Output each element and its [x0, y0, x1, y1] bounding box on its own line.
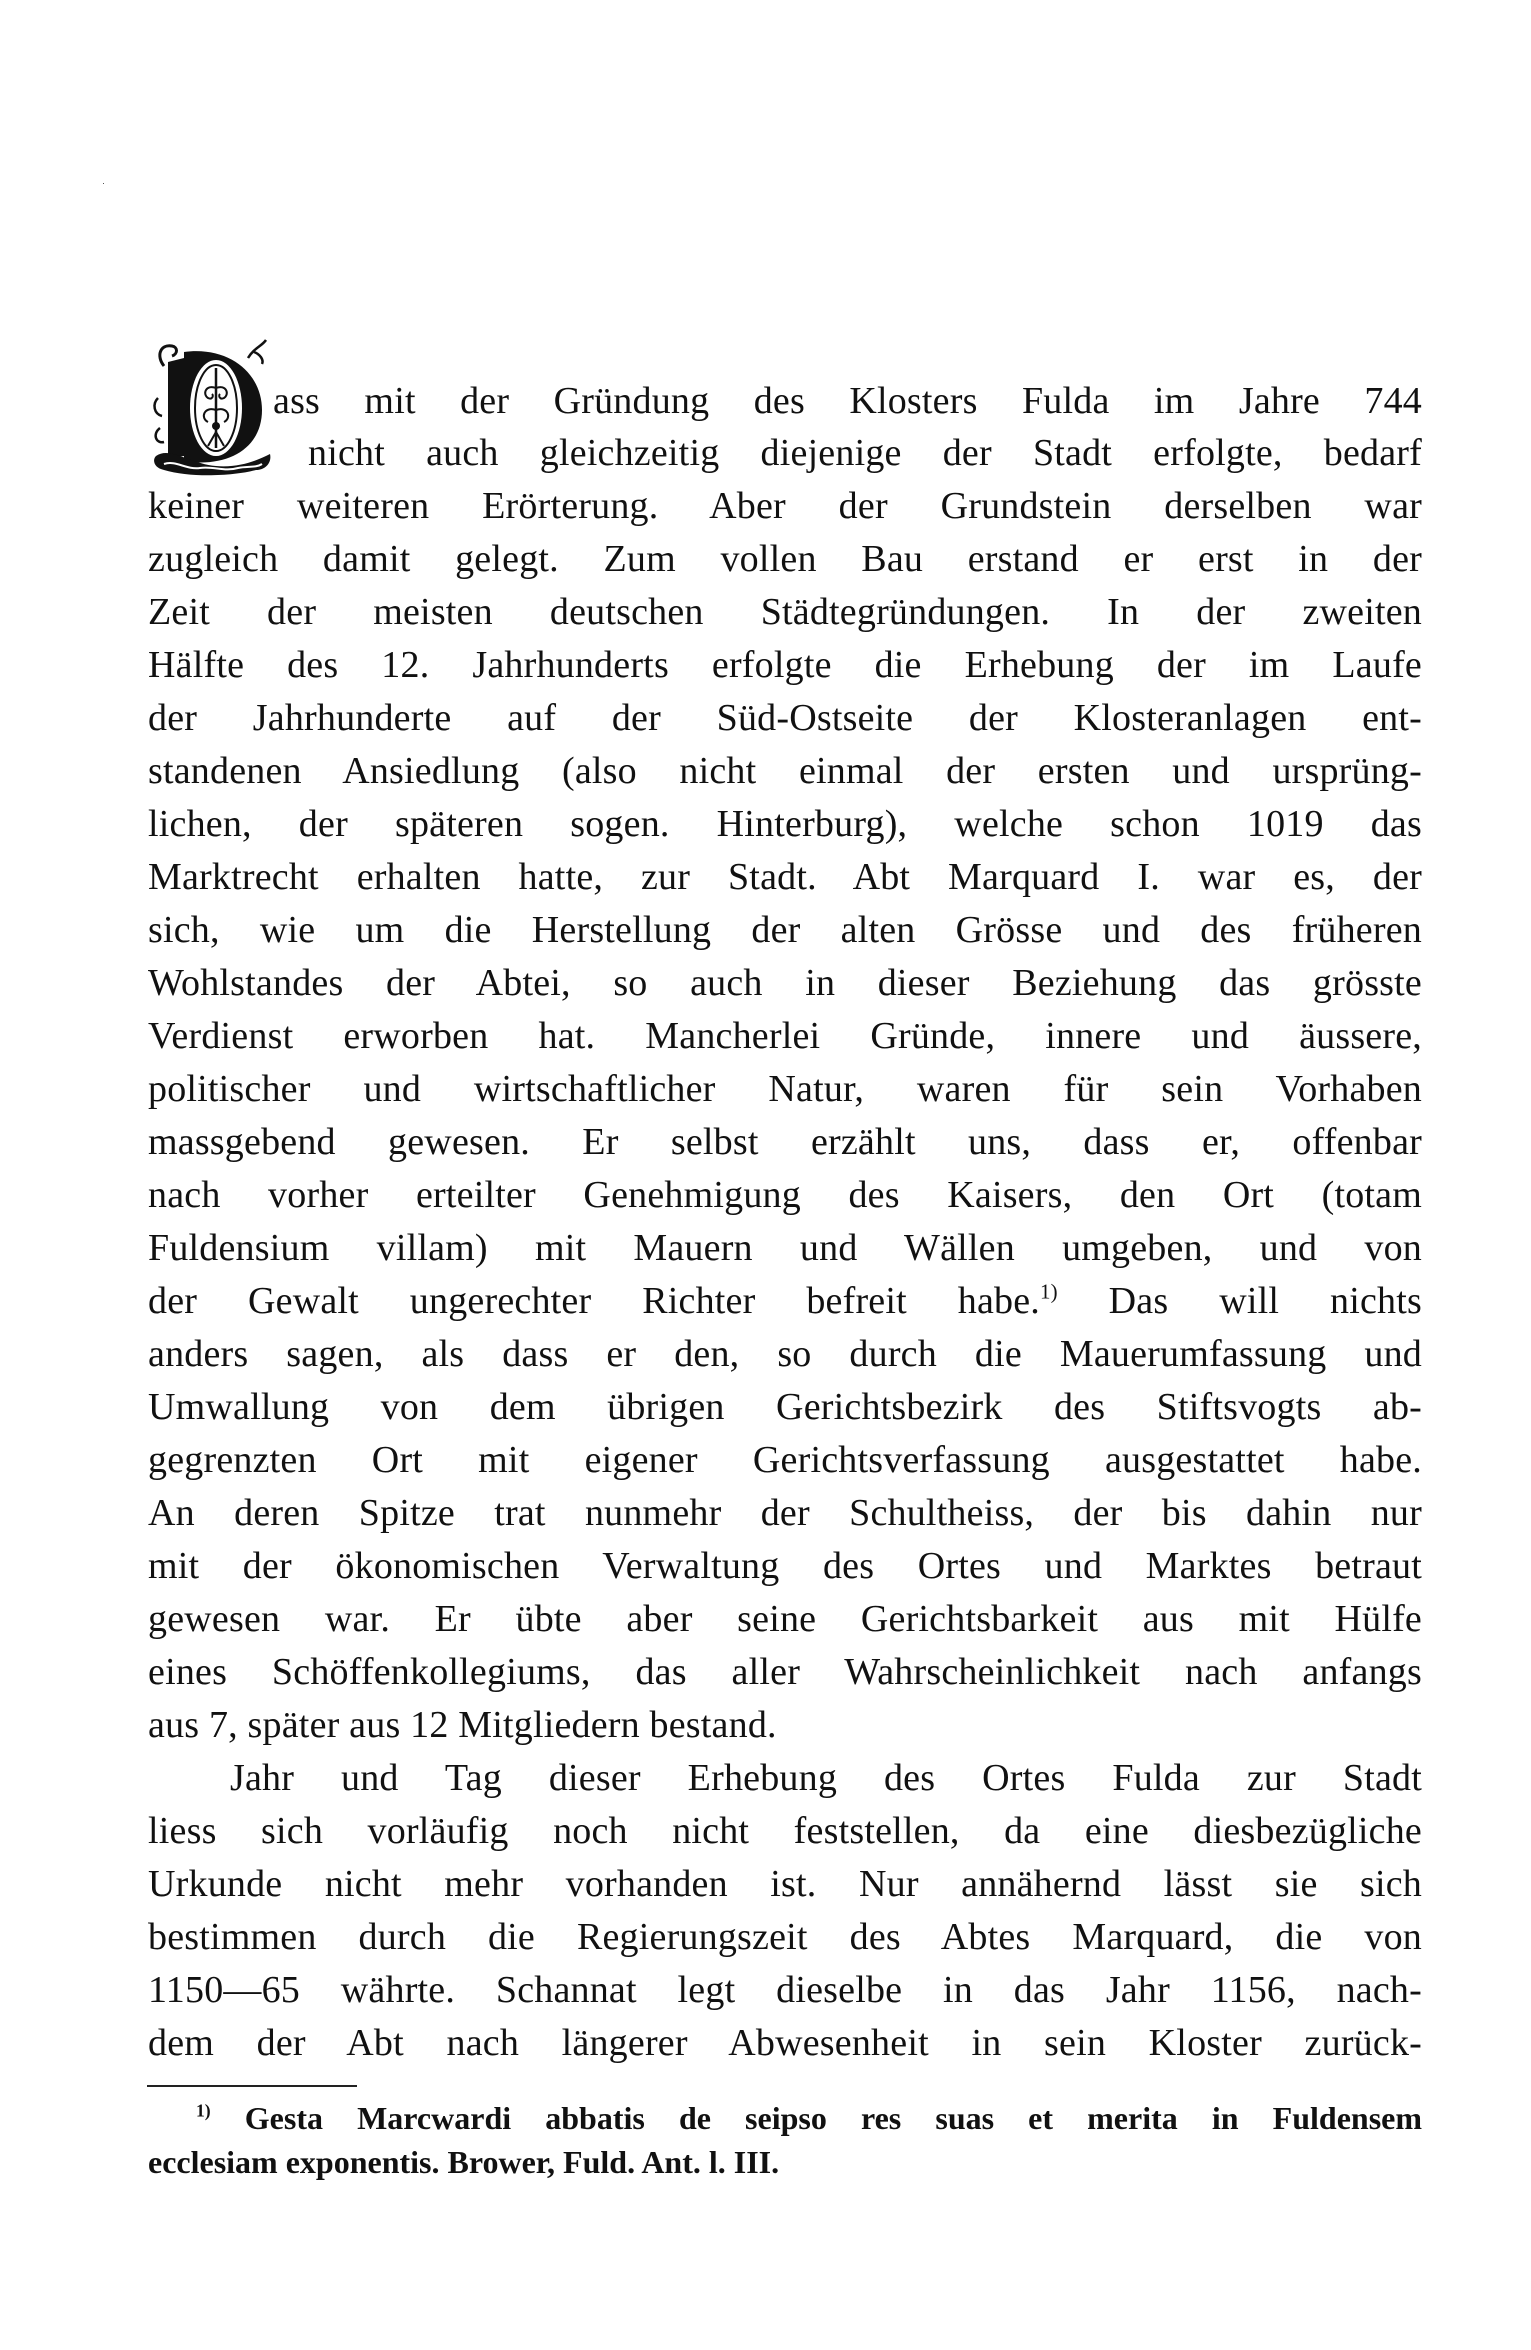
- text-line: An deren Spitze trat nunmehr der Schultheiss, der bis dahin nur: [148, 1492, 1422, 1534]
- footnote-line: ecclesiam exponentis. Brower, Fuld. Ant. l. III.: [148, 2144, 780, 2180]
- footnote-line: [196, 2096, 1422, 2140]
- text-line: bestimmen durch die Regierungszeit des Abtes Marquard, die von: [148, 1916, 1422, 1958]
- text-line: lichen, der späteren sogen. Hinterburg), welche schon 1019 das: [148, 803, 1422, 845]
- text-line: Umwallung von dem übrigen Gerichtsbezirk des Stiftsvogts ab-: [148, 1386, 1422, 1428]
- text-line: nicht auch gleichzeitig diejenige der Stadt erfolgte, bedarf: [308, 432, 1422, 474]
- text-line: Jahr und Tag dieser Erhebung des Ortes Fulda zur Stadt: [230, 1757, 1422, 1799]
- text-span: Das will nichts: [1057, 1280, 1422, 1322]
- footnote-rule: [147, 2085, 357, 2087]
- text-line: dem der Abt nach längerer Abwesenheit in sein Kloster zurück-: [148, 2022, 1422, 2064]
- text-line: Marktrecht erhalten hatte, zur Stadt. Abt Marquard I. war es, der: [148, 856, 1422, 898]
- text-line: liess sich vorläufig noch nicht feststellen, da eine diesbezügliche: [148, 1810, 1422, 1852]
- text-line: zugleich damit gelegt. Zum vollen Bau erstand er erst in der: [148, 538, 1422, 580]
- text-line: mit der ökonomischen Verwaltung des Ortes und Marktes betraut: [148, 1545, 1422, 1587]
- text-span: der Gewalt ungerechter Richter befreit habe.: [148, 1280, 1040, 1322]
- text-line-with-footnote-ref: [148, 1275, 1422, 1328]
- text-line: politischer und wirtschaftlicher Natur, waren für sein Vorhaben: [148, 1068, 1422, 1110]
- text-line: sich, wie um die Herstellung der alten Grösse und des früheren: [148, 909, 1422, 951]
- ornamental-initial-d-icon: [150, 338, 274, 478]
- text-line: Verdienst erworben hat. Mancherlei Gründe, innere und äussere,: [148, 1015, 1422, 1057]
- text-line: Hälfte des 12. Jahrhunderts erfolgte die Erhebung der im Laufe: [148, 644, 1422, 686]
- text-line: Wohlstandes der Abtei, so auch in dieser Beziehung das grösste: [148, 962, 1422, 1004]
- text-line: massgebend gewesen. Er selbst erzählt uns, dass er, offenbar: [148, 1121, 1422, 1163]
- footnote-reference[interactable]: 1): [1039, 1279, 1058, 1304]
- text-line: aus 7, später aus 12 Mitgliedern bestand.: [148, 1704, 777, 1746]
- text-line: Zeit der meisten deutschen Städtegründungen. In der zweiten: [148, 591, 1422, 633]
- footnote-text: Gesta Marcwardi abbatis de seipso res suas et merita in Fuldensem: [244, 2100, 1423, 2136]
- text-line: gewesen war. Er übte aber seine Gerichtsbarkeit aus mit Hülfe: [148, 1598, 1422, 1640]
- text-line: ass mit der Gründung des Klosters Fulda im Jahre 744: [273, 380, 1422, 422]
- text-line: anders sagen, als dass er den, so durch die Mauerumfassung und: [148, 1333, 1422, 1375]
- text-line: nach vorher erteilter Genehmigung des Kaisers, den Ort (totam: [148, 1174, 1422, 1216]
- scan-speck: [103, 183, 104, 184]
- text-line: standenen Ansiedlung (also nicht einmal der ersten und ursprüng-: [148, 750, 1422, 792]
- text-line: 1150—65 währte. Schannat legt dieselbe in das Jahr 1156, nach-: [148, 1969, 1422, 2011]
- text-line: der Jahrhunderte auf der Süd-Ostseite der Klosteranlagen ent-: [148, 697, 1422, 739]
- text-line: keiner weiteren Erörterung. Aber der Grundstein derselben war: [148, 485, 1422, 527]
- text-line: gegrenzten Ort mit eigener Gerichtsverfassung ausgestattet habe.: [148, 1439, 1422, 1481]
- footnote-marker: 1): [196, 2100, 211, 2121]
- text-line: eines Schöffenkollegiums, das aller Wahrscheinlichkeit nach anfangs: [148, 1651, 1422, 1693]
- text-line: Urkunde nicht mehr vorhanden ist. Nur annähernd lässt sie sich: [148, 1863, 1422, 1905]
- text-line: Fuldensium villam) mit Mauern und Wällen umgeben, und von: [148, 1227, 1422, 1269]
